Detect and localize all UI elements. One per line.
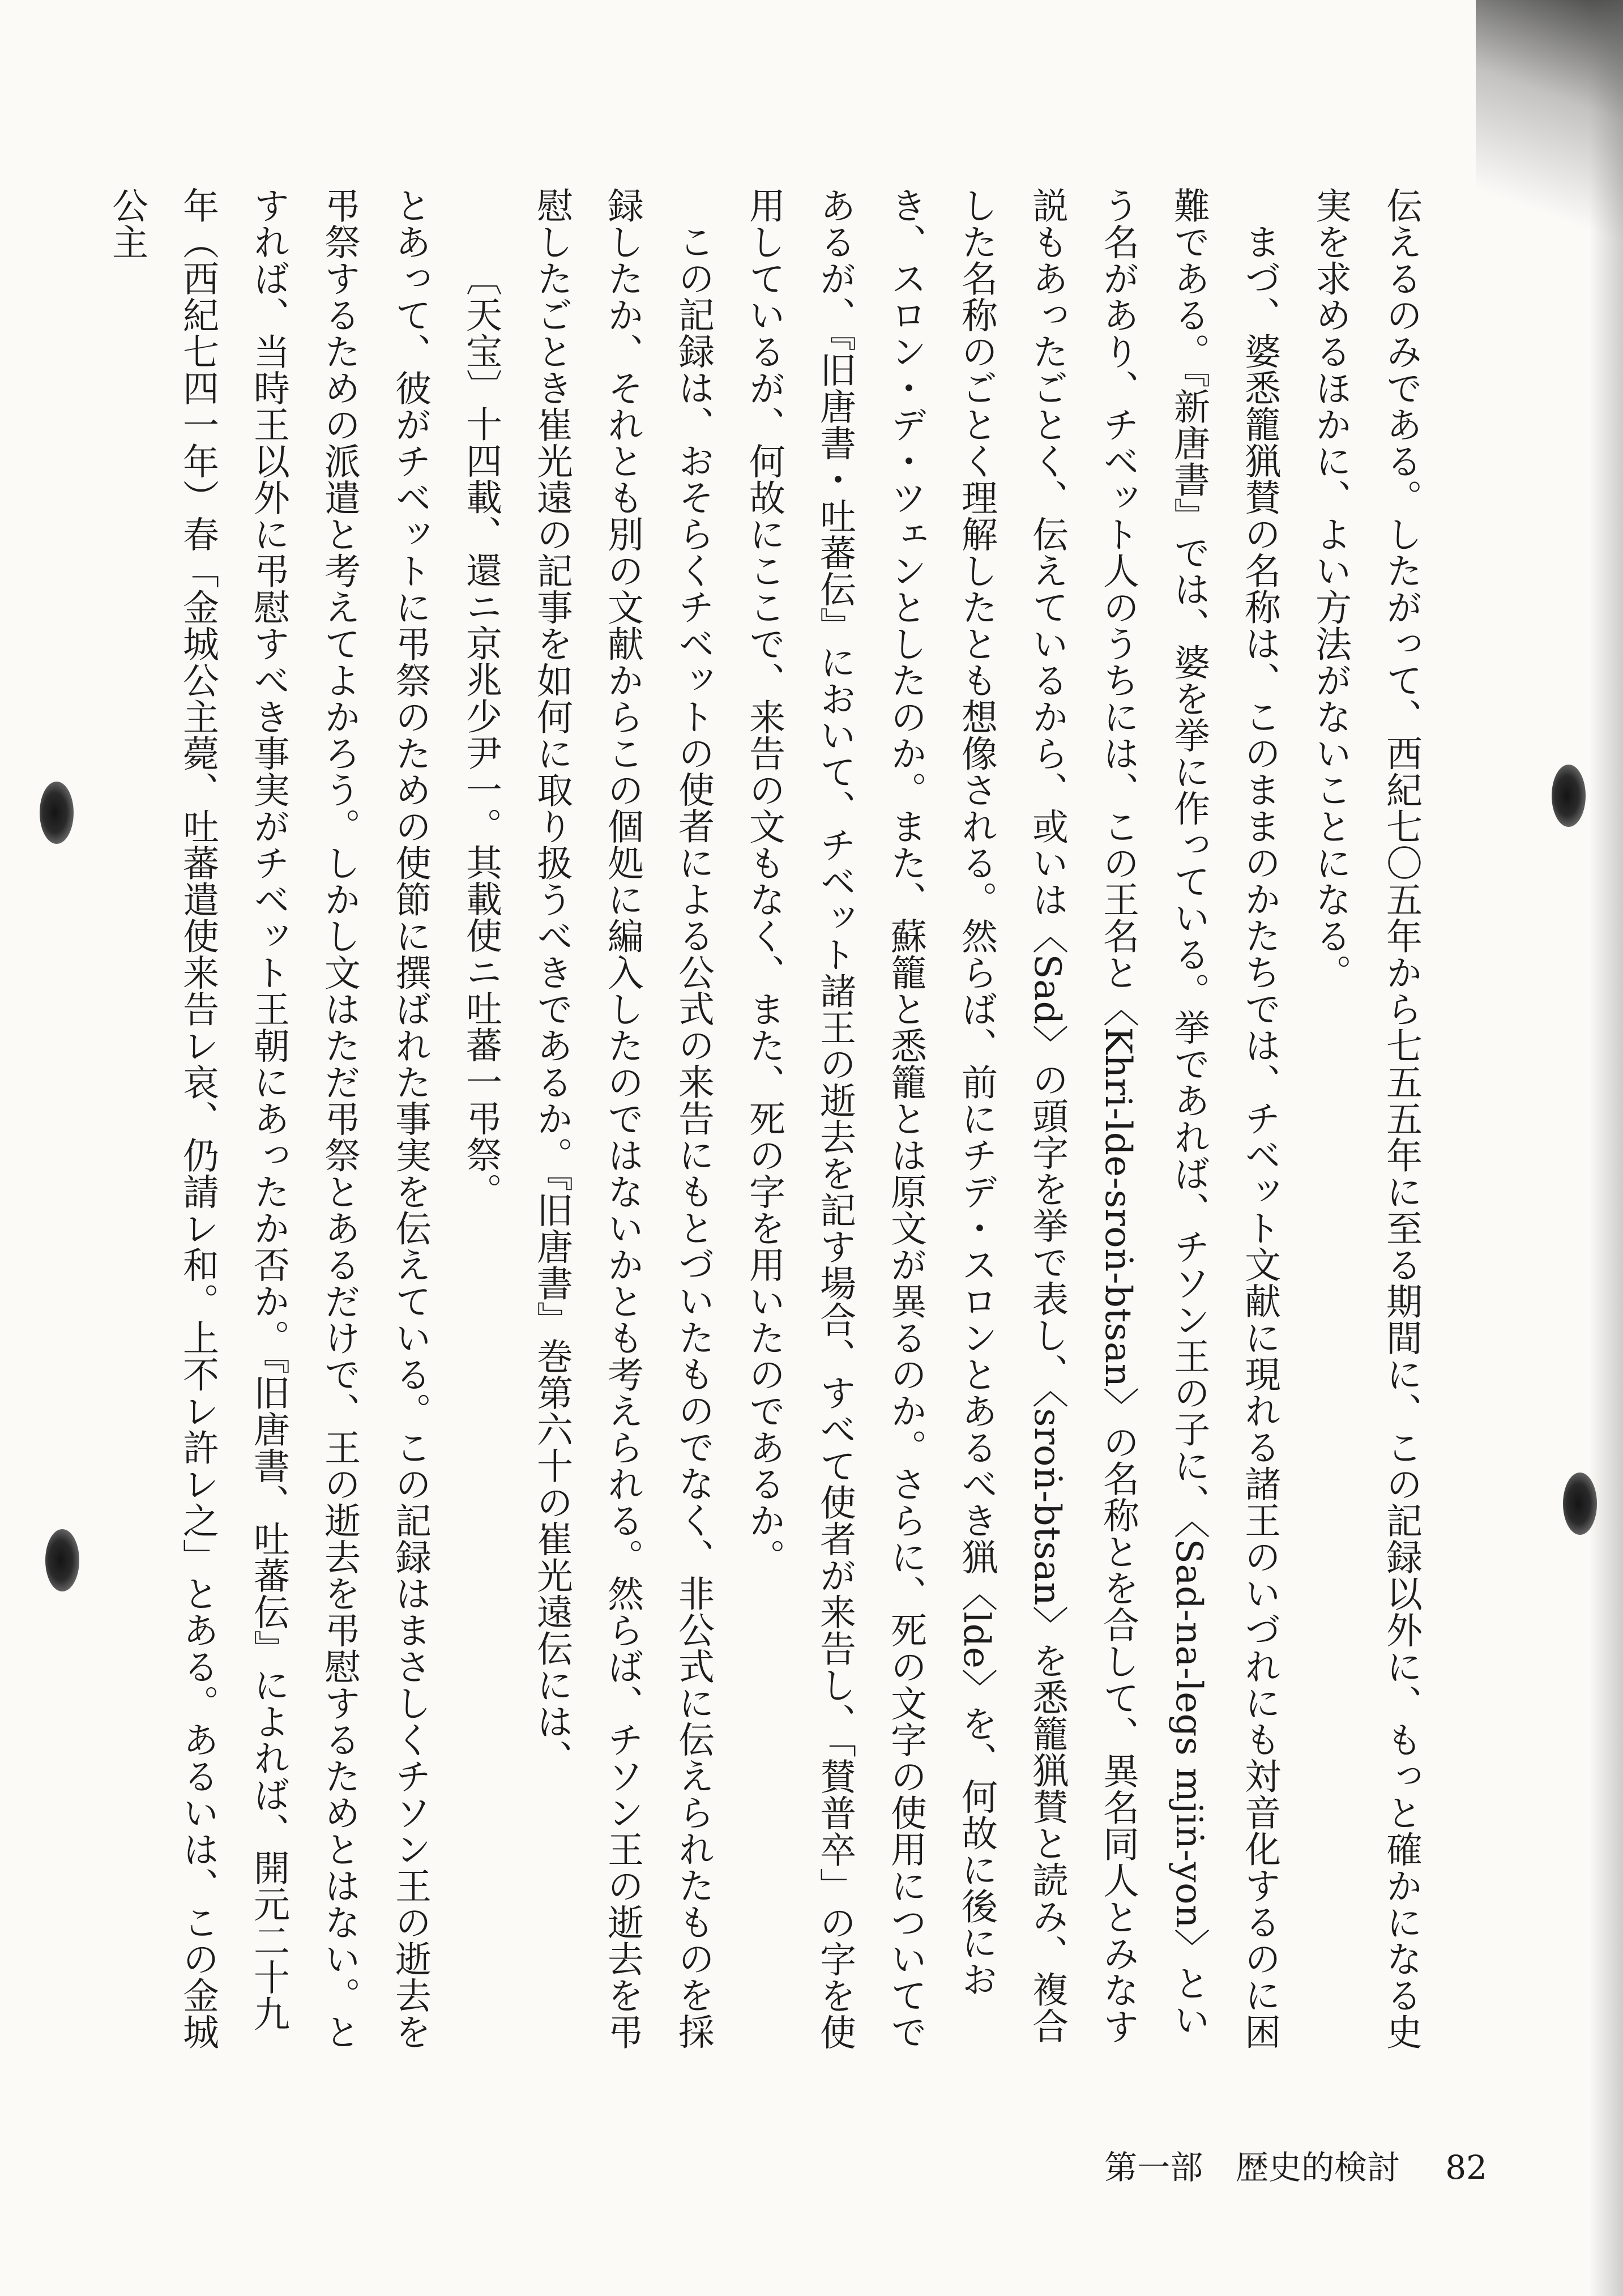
page-number: 82 xyxy=(1445,2148,1487,2187)
vertical-body-text xyxy=(91,187,1436,2056)
block-quote: 〔天宝〕十四載、還ニ京兆少尹一。其載使ニ吐蕃一弔祭。 xyxy=(460,259,502,1209)
binding-hole-left-lower xyxy=(45,1529,79,1591)
paragraph: まづ、婆悉籠猟賛の名称は、このままのかたちでは、チベット文献に現れる諸王のいづれにも対音化するのに困難である。『新唐書』では、婆を挙に作っている。挙であれば、チソン王の子に、〈Sad-na-legs mjiṅ-yon〉という名があり、チベット人のうちには、この王名と〈Khri-lde-sroṅ-btsan〉の名称とを合して、異名同人とみなす説もあったごとく、伝えているから、或いは〈Sad〉の頭字を挙で表し、〈sroṅ-btsan〉を悉籠猟賛と読み、複合した名称のごとく理解したとも想像される。然らば、前にチデ・スロンとあるべき猟〈lde〉を、何故に後におき、スロン・デ・ツェンとしたのか。また、蘇籠と悉籠とは原文が異るのか。さらに、死の文字の使用についてであるが、『旧唐書・吐蕃伝』において、チベット諸王の逝去を記す場合、すべて使者が来告し、「賛普卒」の字を使用しているが、何故にここで、来告の文もなく、また、死の字を用いたのであるか。 xyxy=(743,187,1280,2050)
binding-hole-right-lower xyxy=(1563,1473,1597,1535)
scan-shadow-edge xyxy=(1589,0,1623,2296)
paragraph-continued: 伝えるのみである。したがって、西紀七〇五年から七五五年に至る期間に、この記録以外に、もっと確かになる史実を求めるほかに、よい方法がないことになる。 xyxy=(1309,187,1422,2050)
page-footer xyxy=(1104,2141,1487,2188)
paragraph: この記録は、おそらくチベットの使者による公式の来告にもとづいたものでなく、非公式に伝えられたものを採録したか、それとも別の文献からこの個処に編入したのではないかとも考えられる。然らば、チソン王の逝去を弔慰したごとき崔光遠の記事を如何に取り扱うべきであるか。『旧唐書』巻第六十の崔光遠伝には、 xyxy=(531,187,714,2050)
binding-hole-right-upper xyxy=(1552,765,1586,827)
paragraph: とあって、彼がチベットに弔祭のための使節に撰ばれた事実を伝えている。この記録はまさしくチソン王の逝去を弔祭するための派遣と考えてよかろう。しかし文はただ弔祭とあるだけで、王の逝去を弔慰するためとはない。とすれば、当時王以外に弔慰すべき事実がチベット王朝にあったか否か。『旧唐書、吐蕃伝』によれば、開元二十九年（西紀七四一年）春「金城公主薨、吐蕃遣使来告レ哀、仍請レ和。上不レ許レ之」とある。あるいは、この金城公主 xyxy=(106,187,431,2050)
binding-hole-left-upper xyxy=(40,782,74,844)
section-title: 第一部 歴史的検討 xyxy=(1104,2148,1400,2187)
